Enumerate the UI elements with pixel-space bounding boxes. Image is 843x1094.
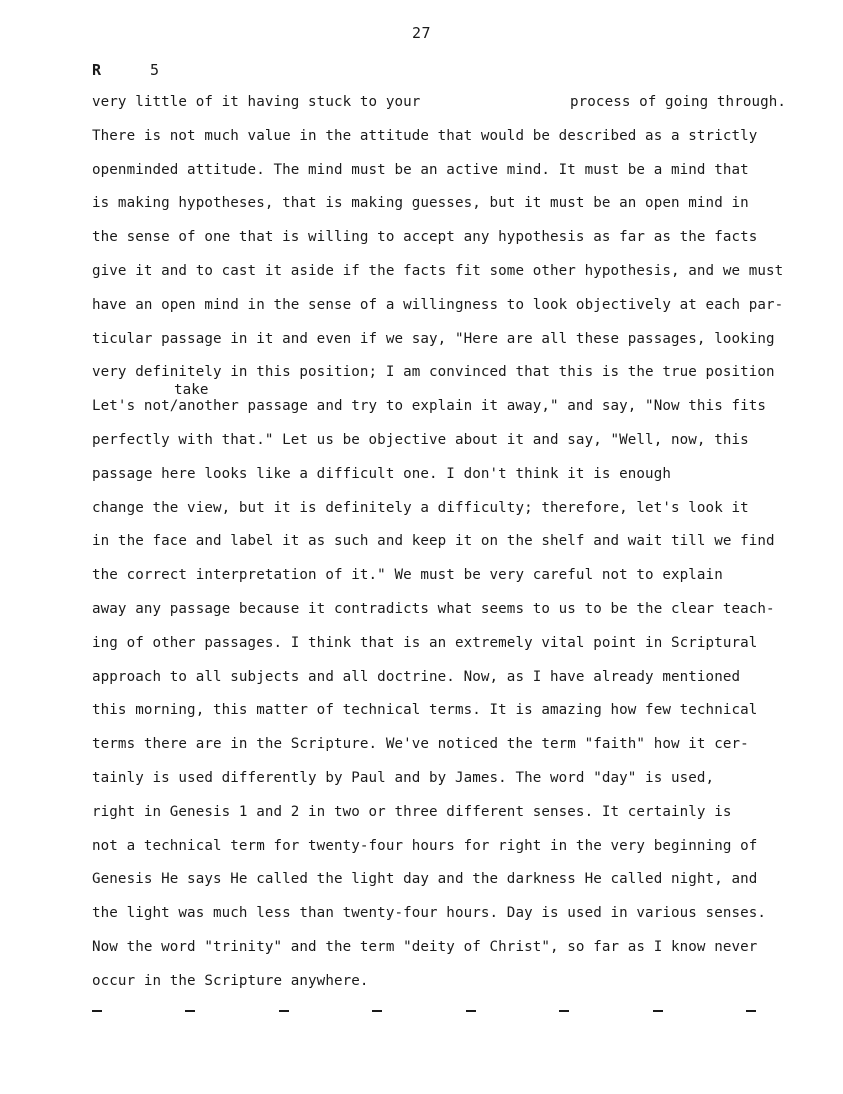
text-line: Now the word "trinity" and the term "deity of Christ", so far as I know never [92, 938, 758, 955]
text-line: not a technical term for twenty-four hours for right in the very beginning of [92, 837, 758, 854]
text-line: perfectly with that." Let us be objective about it and say, "Well, now, this [92, 431, 749, 448]
text-line: ticular passage in it and even if we say, "Here are all these passages, looking [92, 330, 775, 347]
text-line: give it and to cast it aside if the facts fit some other hypothesis, and we must [92, 262, 784, 279]
text-line-first [92, 90, 792, 124]
text-line: in the face and label it as such and keep it on the shelf and wait till we find [92, 533, 775, 550]
divider-dash [466, 1010, 476, 1012]
text-line: Genesis He says He called the light day and the darkness He called night, and [92, 871, 758, 888]
text-line: ing of other passages. I think that is an extremely vital point in Scriptural [92, 634, 758, 651]
page-number: 27 [411, 24, 432, 42]
text-line: have an open mind in the sense of a willingness to look objectively at each par- [92, 296, 784, 313]
divider-dash [746, 1010, 756, 1012]
first-line-right: process of going through. [570, 94, 787, 110]
text-line: away any passage because it contradicts what seems to us to be the clear teach- [92, 600, 775, 617]
text-line: the sense of one that is willing to accept any hypothesis as far as the facts [92, 229, 758, 246]
text-line: passage here looks like a difficult one. I don't think it is enough [92, 465, 671, 482]
text-line: very definitely in this position; I am convinced that this is the true position [92, 364, 775, 381]
interlinear-insert: take [174, 382, 209, 399]
text-line: openminded attitude. The mind must be an active mind. It must be a mind that [92, 161, 749, 178]
text-line-content: Let's not/another passage and try to explain it away," and say, "Now this fits [92, 398, 767, 415]
text-line: is making hypotheses, that is making guesses, but it must be an open mind in [92, 195, 749, 212]
text-line: occur in the Scripture anywhere. [92, 972, 369, 989]
header-reference [92, 61, 159, 79]
header-number: 5 [150, 61, 160, 79]
text-line: this morning, this matter of technical terms. It is amazing how few technical [92, 702, 758, 719]
first-line-left: very little of it having stuck to your [92, 94, 421, 110]
text-line: the correct interpretation of it." We must be very careful not to explain [92, 567, 723, 584]
text-line: approach to all subjects and all doctrine. Now, as I have already mentioned [92, 668, 741, 685]
body-text [92, 90, 792, 1003]
text-line: terms there are in the Scripture. We've noticed the term "faith" how it cer- [92, 736, 749, 753]
header-code: R [92, 61, 102, 79]
section-divider [92, 1010, 756, 1012]
divider-dash [372, 1010, 382, 1012]
text-line: right in Genesis 1 and 2 in two or three different senses. It certainly is [92, 803, 732, 820]
divider-dash [653, 1010, 663, 1012]
text-line: change the view, but it is definitely a difficulty; therefore, let's look it [92, 499, 749, 516]
divider-dash [92, 1010, 102, 1012]
text-line: the light was much less than twenty-four hours. Day is used in various senses. [92, 905, 767, 922]
text-line: tainly is used differently by Paul and by James. The word "day" is used, [92, 769, 715, 786]
text-line: There is not much value in the attitude that would be described as a strictly [92, 127, 758, 144]
divider-dash [559, 1010, 569, 1012]
text-line-with-insert [92, 382, 792, 428]
divider-dash [279, 1010, 289, 1012]
divider-dash [185, 1010, 195, 1012]
